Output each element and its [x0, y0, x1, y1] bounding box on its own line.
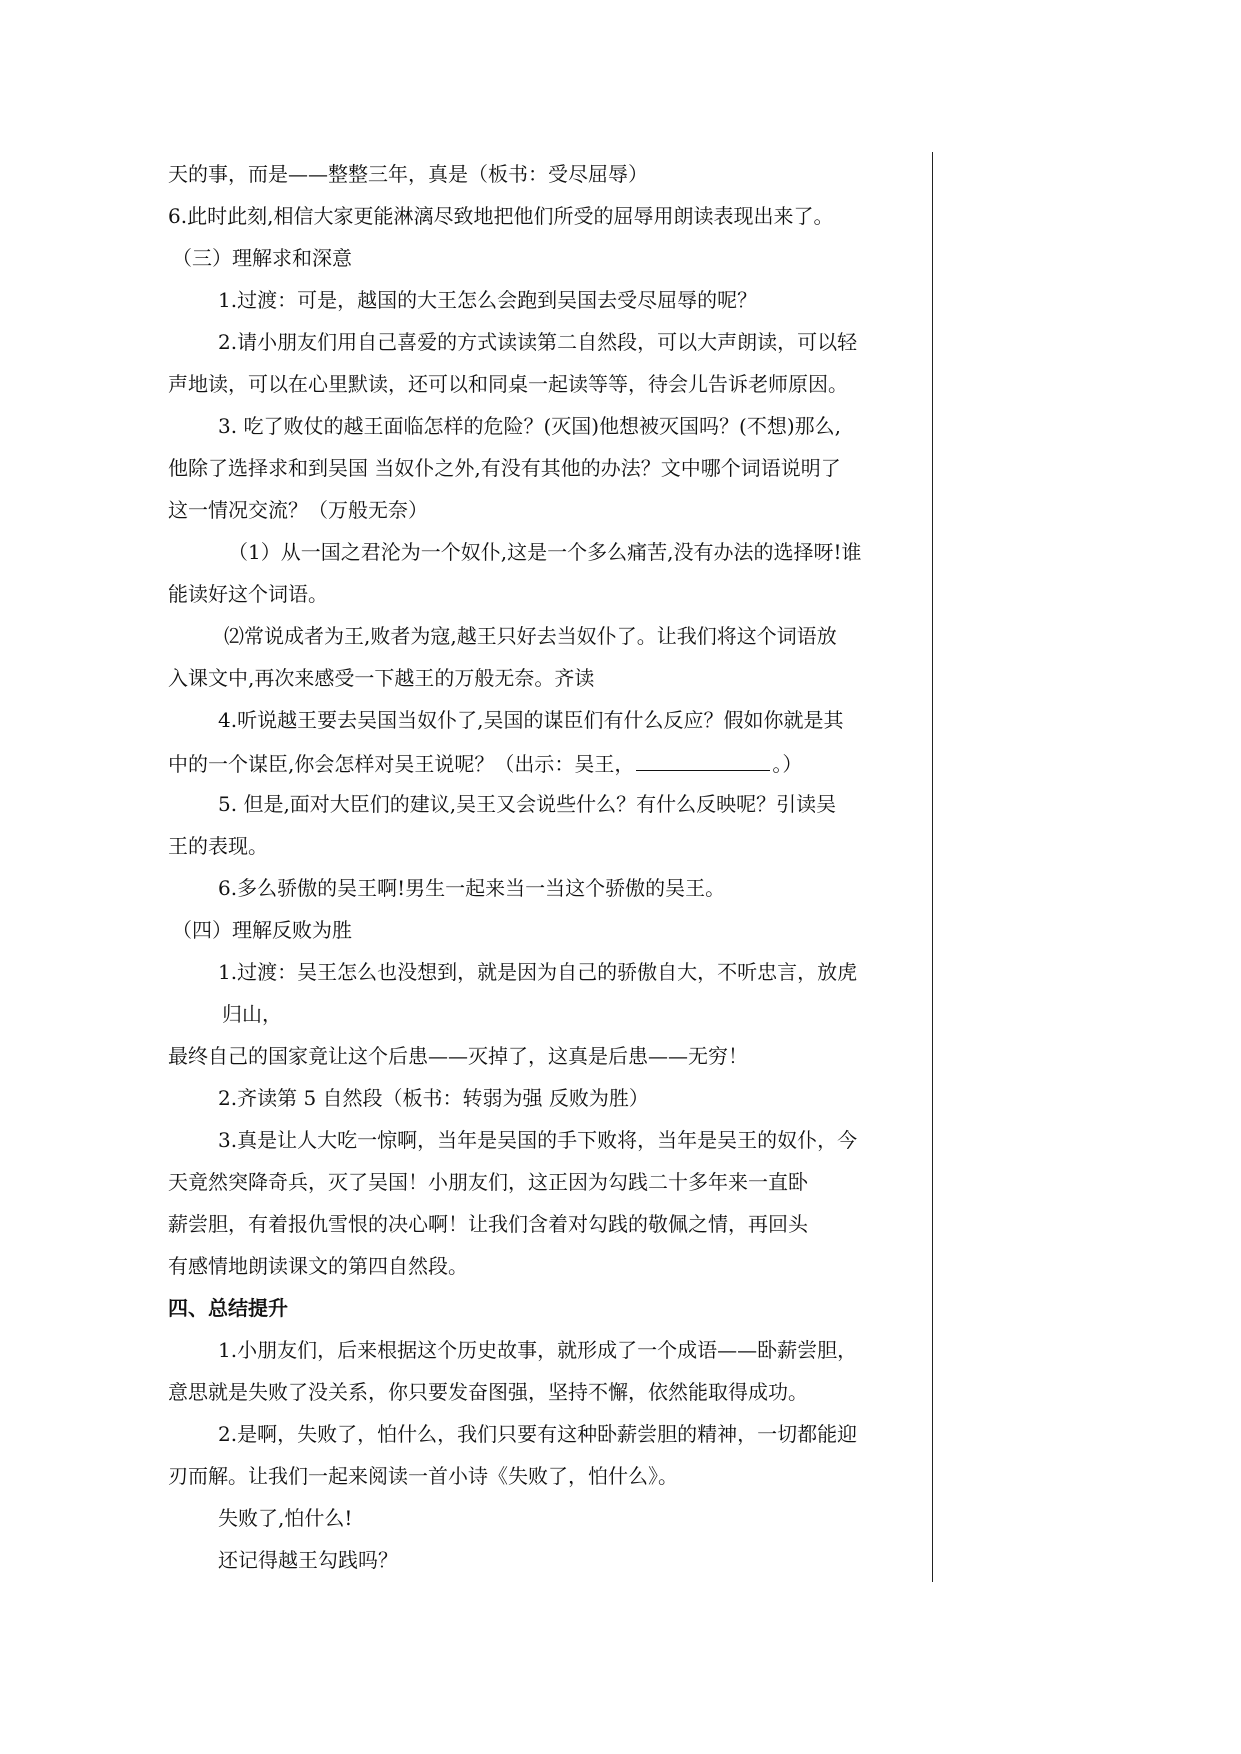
text-line: 这一情况交流？（万般无奈）	[168, 498, 428, 522]
table-right-border	[932, 152, 933, 1582]
text-line: 最终自己的国家竟让这个后患——灭掉了，这真是后患——无穷！	[168, 1044, 748, 1068]
text-line: 王的表现。	[168, 834, 268, 858]
section-heading: （三）理解求和深意	[172, 246, 352, 270]
text-line: 天的事，而是——整整三年，真是（板书：受尽屈辱）	[168, 162, 648, 186]
text-line: 意思就是失败了没关系，你只要发奋图强，坚持不懈，依然能取得成功。	[168, 1380, 808, 1404]
text-segment: 中的一个谋臣,你会怎样对吴王说呢？（出示：吴王，	[168, 752, 635, 776]
text-line-with-blank	[168, 750, 802, 776]
text-line: 刃而解。让我们一起来阅读一首小诗《失败了，怕什么》。	[168, 1464, 678, 1488]
text-line: ⑵常说成者为王,败者为寇,越王只好去当奴仆了。让我们将这个词语放	[224, 624, 837, 648]
text-line: 天竟然突降奇兵，灭了吴国！小朋友们，这正因为勾践二十多年来一直卧	[168, 1170, 808, 1194]
text-line: 2.是啊，失败了，怕什么，我们只要有这种卧薪尝胆的精神，一切都能迎	[218, 1422, 858, 1446]
text-segment: 。）	[772, 752, 803, 776]
text-line: 有感情地朗读课文的第四自然段。	[168, 1254, 468, 1278]
text-line: 6.多么骄傲的吴王啊!男生一起来当一当这个骄傲的吴王。	[218, 876, 726, 900]
text-line: 声地读，可以在心里默读，还可以和同桌一起读等等，待会儿告诉老师原因。	[168, 372, 848, 396]
text-line: 归山，	[222, 1002, 282, 1026]
text-line: 1.过渡：可是，越国的大王怎么会跑到吴国去受尽屈辱的呢？	[218, 288, 758, 312]
text-line: 他除了选择求和到吴国 当奴仆之外,有没有其他的办法？文中哪个词语说明了	[168, 456, 841, 480]
text-line: 入课文中,再次来感受一下越王的万般无奈。齐读	[168, 666, 595, 690]
text-line: （1）从一国之君沦为一个奴仆,这是一个多么痛苦,没有办法的选择呀!谁	[228, 540, 862, 564]
section-heading: （四）理解反败为胜	[172, 918, 352, 942]
fill-in-blank	[636, 750, 770, 771]
text-line: 2.齐读第 5 自然段（板书：转弱为强 反败为胜）	[218, 1086, 649, 1110]
text-line: 1.小朋友们，后来根据这个历史故事，就形成了一个成语——卧薪尝胆，	[218, 1338, 858, 1362]
section-heading-bold: 四、总结提升	[168, 1296, 288, 1320]
text-line: 5. 但是,面对大臣们的建议,吴王又会说些什么？有什么反映呢？引读吴	[218, 792, 837, 816]
text-line: 3.真是让人大吃一惊啊，当年是吴国的手下败将，当年是吴王的奴仆，今	[218, 1128, 858, 1152]
text-line: 薪尝胆，有着报仇雪恨的决心啊！让我们含着对勾践的敬佩之情，再回头	[168, 1212, 808, 1236]
text-line: 能读好这个词语。	[168, 582, 328, 606]
poem-line: 失败了,怕什么!	[218, 1506, 353, 1530]
poem-line: 还记得越王勾践吗？	[218, 1548, 398, 1572]
text-line: 2.请小朋友们用自己喜爱的方式读读第二自然段，可以大声朗读，可以轻	[218, 330, 858, 354]
text-line: 3. 吃了败仗的越王面临怎样的危险？(灭国)他想被灭国吗？(不想)那么,	[218, 414, 842, 438]
text-line: 6.此时此刻,相信大家更能淋漓尽致地把他们所受的屈辱用朗读表现出来了。	[168, 204, 834, 228]
text-line: 4.听说越王要去吴国当奴仆了,吴国的谋臣们有什么反应？假如你就是其	[218, 708, 844, 732]
text-line: 1.过渡：吴王怎么也没想到，就是因为自己的骄傲自大，不听忠言，放虎	[218, 960, 858, 984]
